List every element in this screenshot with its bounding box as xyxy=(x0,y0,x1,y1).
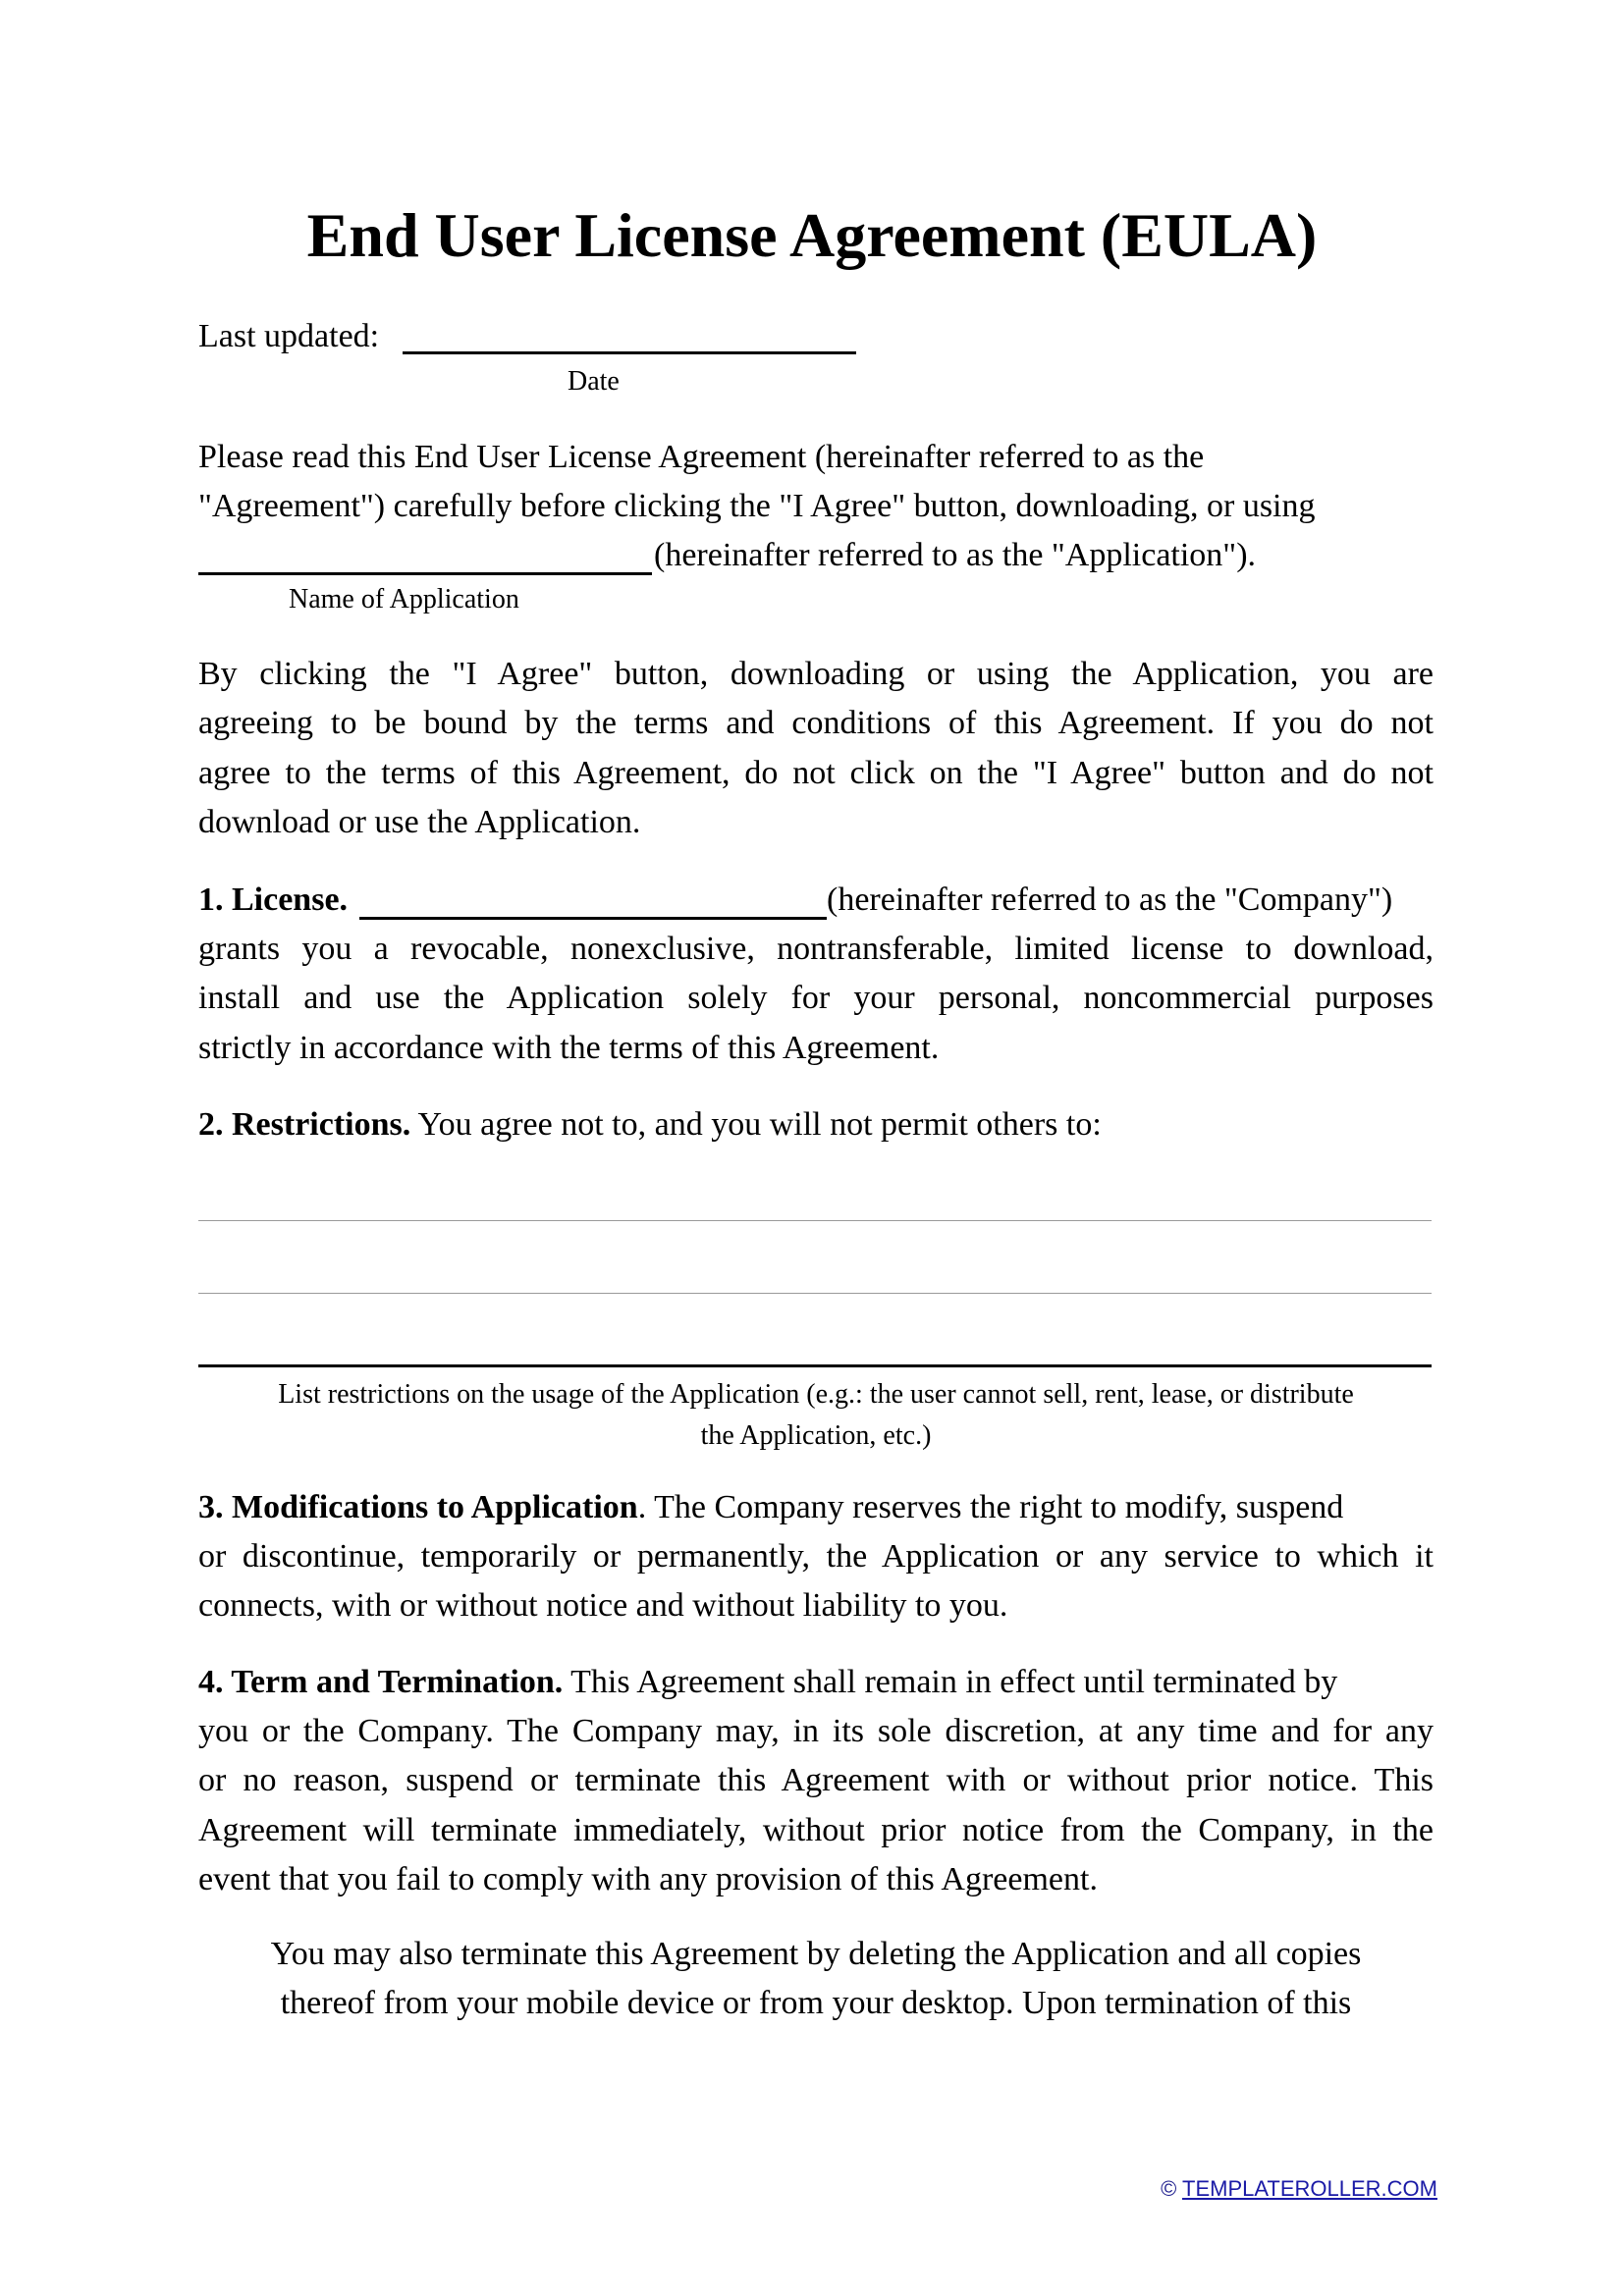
section-1-line-2: grants you a revocable, nonexclusive, nontransferable, limited license to download, xyxy=(198,931,1434,967)
section-3-paragraph xyxy=(198,1532,1434,1631)
company-name-blank-field[interactable] xyxy=(359,917,827,920)
section-3-line-2: or discontinue, temporarily or permanently, the Application or any service to which it xyxy=(198,1538,1434,1575)
consent-line-2: agreeing to be bound by the terms and conditions of this Agreement. If you do not xyxy=(198,705,1434,742)
section-1-line-1: (hereinafter referred to as the "Company") xyxy=(827,881,1393,918)
section-4-line-5: event that you fail to comply with any provision of this Agreement. xyxy=(198,1860,1098,1897)
section-2-heading: 2. Restrictions. xyxy=(198,1106,411,1143)
section-4-line-2: you or the Company. The Company may, in its sole discretion, at any time and for any xyxy=(198,1713,1434,1749)
section-3-line-1-text: . The Company reserves the right to modify, suspend xyxy=(637,1489,1344,1525)
document-title: End User License Agreement (EULA) xyxy=(306,200,1318,270)
restrictions-caption xyxy=(198,1374,1434,1457)
restriction-line-3[interactable] xyxy=(198,1364,1432,1367)
section-2-line xyxy=(198,1100,1102,1149)
templateroller-link[interactable]: TEMPLATEROLLER.COM xyxy=(1182,2176,1437,2201)
consent-paragraph xyxy=(198,650,1434,847)
section-2-text: You agree not to, and you will not permit others to: xyxy=(410,1106,1102,1143)
consent-line-4: download or use the Application. xyxy=(198,803,641,840)
intro-line-2: "Agreement") carefully before clicking the "I Agree" button, downloading, or using xyxy=(198,488,1316,524)
section-4-line-1 xyxy=(198,1658,1337,1707)
section-4-paragraph xyxy=(198,1707,1434,1904)
section-4-heading: 4. Term and Termination. xyxy=(198,1664,564,1700)
consent-line-1: By clicking the "I Agree" button, downloading or using the Application, you are xyxy=(198,656,1434,692)
restriction-line-1[interactable] xyxy=(198,1220,1432,1221)
restrictions-caption-line-1: List restrictions on the usage of the Application (e.g.: the user cannot sell, rent, lease, or distribute xyxy=(278,1379,1354,1410)
restrictions-caption-line-2: the Application, etc.) xyxy=(700,1420,932,1451)
termination-note xyxy=(198,1930,1434,2028)
consent-line-3: agree to the terms of this Agreement, do not click on the "I Agree" button and do not xyxy=(198,754,1434,791)
intro-line-3: (hereinafter referred to as the "Application"). xyxy=(654,537,1257,573)
section-3-line-3: connects, with or without notice and without liability to you. xyxy=(198,1587,1008,1625)
termination-note-line-2: thereof from your mobile device or from your desktop. Upon termination of this xyxy=(280,1985,1352,2021)
footer-copyright xyxy=(1161,2175,1437,2203)
section-1-paragraph xyxy=(198,925,1434,1073)
application-name-caption: Name of Application xyxy=(289,584,519,614)
section-4-line-3: or no reason, suspend or terminate this Agreement with or without prior notice. This xyxy=(198,1762,1434,1799)
date-caption: Date xyxy=(568,366,620,397)
section-1-heading: 1. License. xyxy=(198,881,349,918)
section-1-line-3: install and use the Application solely for your personal, noncommercial purposes xyxy=(198,980,1434,1017)
section-1-line-4: strictly in accordance with the terms of this Agreement. xyxy=(198,1029,940,1066)
termination-note-line-1: You may also terminate this Agreement by deleting the Application and all copies xyxy=(270,1936,1362,1972)
section-3-line-1 xyxy=(198,1483,1343,1532)
intro-line-1: Please read this End User License Agreement (hereinafter referred to as the xyxy=(198,439,1205,475)
section-4-line-4: Agreement will terminate immediately, without prior notice from the Company, in the xyxy=(198,1811,1434,1848)
section-3-heading: 3. Modifications to Application xyxy=(198,1489,638,1525)
date-blank-field[interactable] xyxy=(403,351,856,354)
section-4-line-1-text: This Agreement shall remain in effect until terminated by xyxy=(563,1664,1338,1700)
restriction-line-2[interactable] xyxy=(198,1293,1432,1294)
copyright-symbol: © xyxy=(1161,2176,1177,2201)
application-name-blank-field[interactable] xyxy=(198,572,652,575)
last-updated-label: Last updated: xyxy=(198,318,380,354)
